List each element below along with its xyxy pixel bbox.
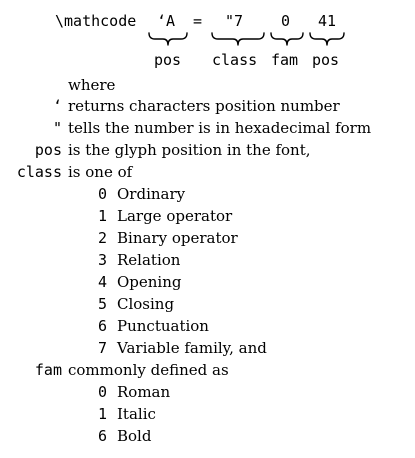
equals-sign: = [193,12,203,30]
class-list-label: Relation [117,251,181,269]
class-list-num: 3 [98,251,108,269]
class-list-num: 6 [98,317,108,335]
where-text: where [68,76,116,94]
def-pos: is the glyph position in the font, [68,141,311,159]
pos-value: 41 [318,12,337,30]
underbrace-pos-2 [309,31,345,47]
brace-label-class: class [212,51,258,69]
def-fam: commonly defined as [68,361,229,379]
brace-label-fam: fam [271,51,299,69]
fam-list-num: 6 [98,427,108,445]
term-quote: " [52,119,62,137]
class-list-label: Binary operator [117,229,238,247]
class-list-label: Ordinary [117,185,186,203]
fam-value: 0 [281,12,291,30]
def-quote: tells the number is in hexadecimal form [68,119,372,137]
brace-label-pos-1: pos [154,51,182,69]
class-value: "7 [225,12,244,30]
class-list-num: 2 [98,229,108,247]
class-list-num: 0 [98,185,108,203]
class-list-num: 4 [98,273,108,291]
underbrace-pos-1 [148,31,188,47]
fam-list-label: Roman [117,383,171,401]
brace-label-pos-2: pos [312,51,340,69]
class-list-label: Closing [117,295,175,313]
fam-list-num: 0 [98,383,108,401]
term-class: class [16,163,62,181]
underbrace-fam [270,31,304,47]
class-list-num: 5 [98,295,108,313]
term-fam: fam [34,361,62,379]
fam-list-label: Bold [117,427,152,445]
def-backquote: returns characters position number [68,97,340,115]
underbrace-class [211,31,265,47]
fam-list-num: 1 [98,405,108,423]
class-list-label: Variable family, and [117,339,267,357]
term-backquote: ‘ [52,97,62,115]
term-pos: pos [34,141,62,159]
def-class: is one of [68,163,133,181]
class-list-num: 1 [98,207,108,225]
fam-list-label: Italic [117,405,156,423]
char-value: ‘A [157,12,176,30]
class-list-label: Large operator [117,207,233,225]
class-list-label: Punctuation [117,317,209,335]
class-list-num: 7 [98,339,108,357]
class-list-label: Opening [117,273,182,291]
mathcode-command: \mathcode [55,12,137,30]
